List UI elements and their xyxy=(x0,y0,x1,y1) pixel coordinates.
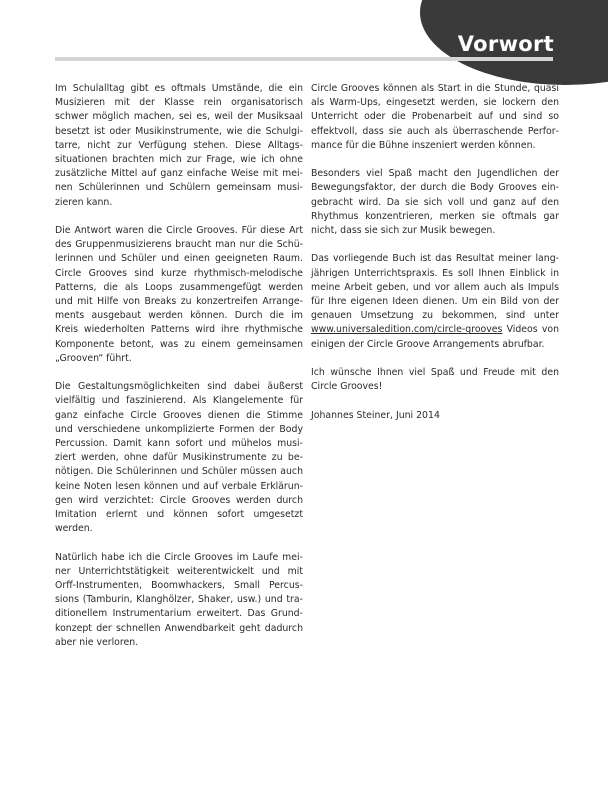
header-rule xyxy=(55,57,553,61)
paragraph: Ich wünsche Ihnen viel Spaß und Freude mit den Circle Grooves! xyxy=(311,367,559,393)
page-title: Vorwort xyxy=(457,32,554,56)
right-column xyxy=(311,82,559,437)
paragraph-with-link xyxy=(311,252,559,351)
paragraph: Circle Grooves können als Start in die Stunde, quasi als Warm-Ups, eingesetzt werden, sie lockern den Unterricht oder die Probenarbeit auf und sind so effektvoll, dass sie auch als überraschende Performance für die Bühne inszeniert werden können. xyxy=(311,83,559,151)
paragraph: Im Schulalltag gibt es oftmals Umstände, die ein Musizieren mit der Klasse rein organisatorisch schwer möglich machen, sei es, weil der Musiksaal besetzt ist oder Musikinstrumente, wie die Schulgitarre, nicht zur Verfügung stehen. Diese Alltagssituationen brachten mich zur Frage, wie ich ohne zusätzliche Mittel auf ganz einfache Weise mit meinen Schülerinnen und Schülern gemeinsam musizieren kann. xyxy=(55,83,303,208)
paragraph: Natürlich habe ich die Circle Grooves im Laufe meiner Unterrichtstätigkeit weiterentwickelt und mit Orff-Instrumenten, Boomwhackers, Small Percussions (Tamburin, Klanghölzer, Shaker, usw.) und traditionellem Instrumentarium erweitert. Das Grundkonzept der schnellen Anwendbarkeit geht dadurch aber nie verloren. xyxy=(55,551,303,648)
website-link[interactable]: www.universaledition.com/circle-grooves xyxy=(311,324,503,336)
left-column xyxy=(55,82,303,664)
paragraph: Die Antwort waren die Circle Grooves. Für diese Art des Gruppenmusizierens braucht man nur die Schülerinnen und Schüler und einen geeigneten Raum. Circle Grooves sind kurze rhythmisch-melodische Patterns, die als Loops zusammengefügt werden und mit Hilfe von Breaks zu konzertreifen Arrangements ausgebaut werden können. Durch die im Kreis wiederholten Patterns wird ihre rhythmische Komponente betont, was zu einem gemeinsamen „Grooven“ führt. xyxy=(55,225,303,364)
paragraph-text: Das vorliegende Buch ist das Resultat meiner langjährigen Unterrichtspraxis. Es soll Ihnen Einblick in meine Arbeit geben, und vor allem auch als Impuls für Ihre eigenen Ideen dienen. Um ein Bild von der genauen Umsetzung zu bekommen, sind unter xyxy=(311,253,559,322)
paragraph: Die Gestaltungsmöglichkeiten sind dabei äußerst vielfältig und faszinierend. Als Klangelemente für ganz einfache Circle Grooves dienen die Stimme und verschiedene unkomplizierte Formen der Body Percussion. Damit kann sofort und mühelos musiziert werden, ohne dafür Musikinstrumente zu benötigen. Die Schülerinnen und Schüler müssen auch keine Noten lesen können und auf verbale Erklärungen wird verzichtet: Circle Grooves werden durch Imitation erlernt und können sofort umgesetzt werden. xyxy=(55,381,303,535)
paragraph-text: Videos von einigen der Circle Groove Arrangements abrufbar. xyxy=(311,324,559,350)
paragraph: Besonders viel Spaß macht den Jugendlichen der Bewegungsfaktor, der durch die Body Grooves eingebracht wird. Da sie sich voll und ganz auf den Rhythmus konzentrieren, merken sie oftmals gar nicht, dass sie sich zur Musik bewegen. xyxy=(311,168,559,237)
signature: Johannes Steiner, Juni 2014 xyxy=(311,409,440,421)
